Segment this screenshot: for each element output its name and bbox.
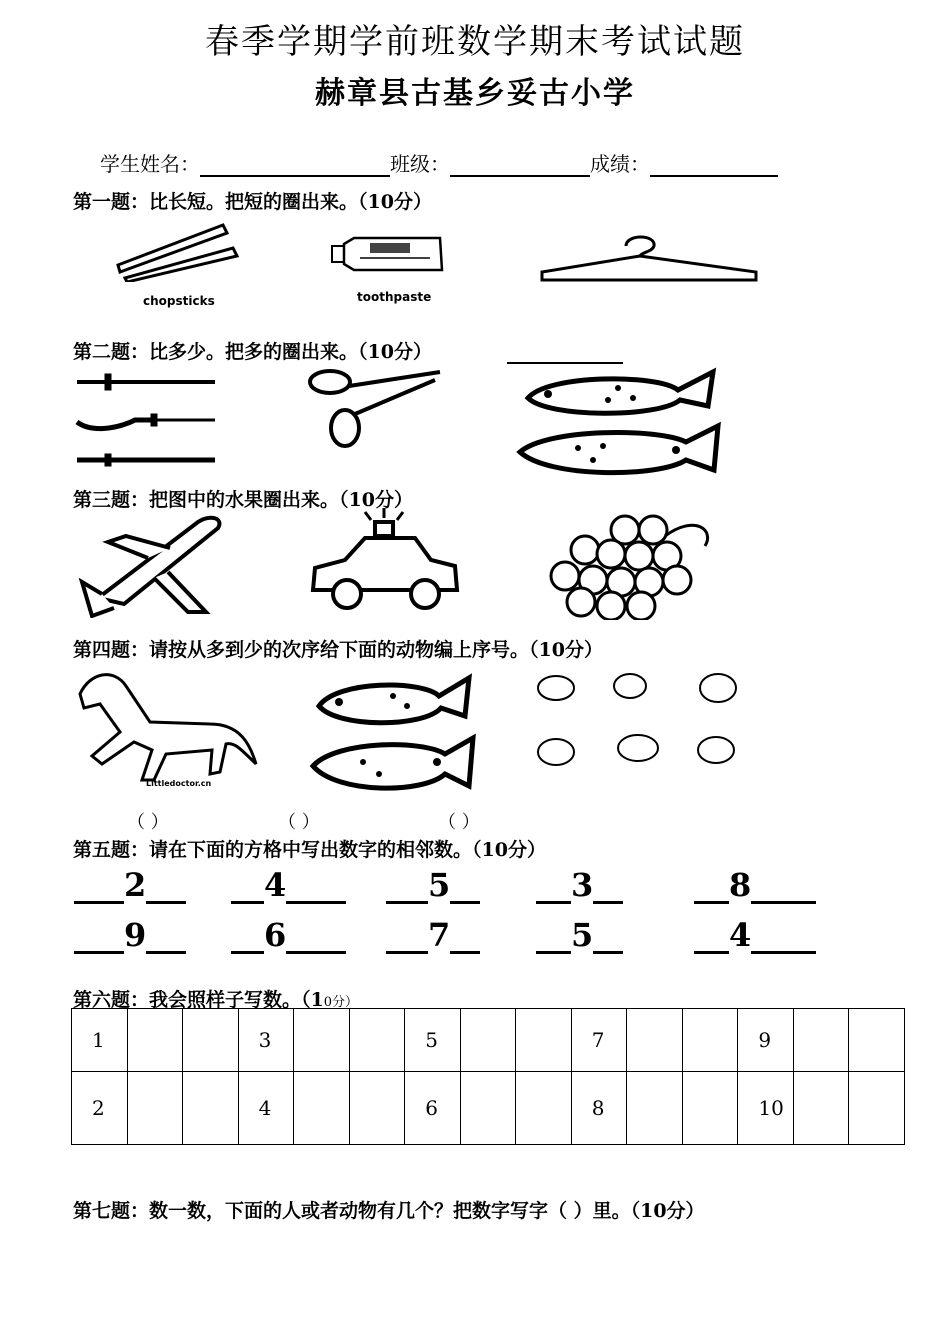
neighbor-item xyxy=(694,866,816,904)
table-cell[interactable] xyxy=(127,1009,183,1072)
name-field[interactable] xyxy=(200,153,390,177)
table-cell[interactable] xyxy=(516,1009,572,1072)
toothpaste-icon xyxy=(330,234,445,274)
table-row xyxy=(72,1072,905,1145)
table-cell[interactable] xyxy=(183,1009,239,1072)
table-cell[interactable] xyxy=(793,1072,849,1145)
neighbor-number: 9 xyxy=(124,916,147,954)
neighbor-number: 7 xyxy=(428,916,451,954)
neighbor-item xyxy=(694,916,816,954)
table-cell: 3 xyxy=(238,1009,294,1072)
score-field[interactable] xyxy=(650,153,778,177)
table-cell[interactable] xyxy=(682,1072,738,1145)
neighbor-item xyxy=(231,916,346,954)
neighbor-item xyxy=(386,916,480,954)
hanger-icon xyxy=(538,232,760,284)
neighbor-blank-after[interactable] xyxy=(751,921,816,954)
neighbor-blank-after[interactable] xyxy=(593,921,623,954)
question-6-tail: 0分） xyxy=(323,995,359,1010)
table-cell[interactable] xyxy=(627,1009,683,1072)
neighbor-blank-after[interactable] xyxy=(751,871,816,904)
table-cell[interactable] xyxy=(793,1009,849,1072)
table-row xyxy=(72,1009,905,1072)
neighbor-blank-before[interactable] xyxy=(536,871,571,904)
horse-icon xyxy=(70,664,260,794)
neighbor-blank-before[interactable] xyxy=(386,921,428,954)
neighbor-blank-before[interactable] xyxy=(74,921,124,954)
airplane-icon xyxy=(78,508,228,618)
exam-title: 春季学期学前班数学期末考试试题 xyxy=(205,22,745,62)
table-cell[interactable] xyxy=(183,1072,239,1145)
table-cell: 7 xyxy=(571,1009,627,1072)
table-cell: 8 xyxy=(571,1072,627,1145)
table-cell: 6 xyxy=(405,1072,461,1145)
table-cell[interactable] xyxy=(349,1072,405,1145)
table-cell[interactable] xyxy=(294,1009,350,1072)
table-cell[interactable] xyxy=(127,1072,183,1145)
neighbor-blank-after[interactable] xyxy=(450,921,480,954)
table-cell[interactable] xyxy=(460,1009,516,1072)
neighbor-blank-after[interactable] xyxy=(450,871,480,904)
neighbor-number: 2 xyxy=(124,866,147,904)
table-cell[interactable] xyxy=(460,1072,516,1145)
neighbor-item xyxy=(231,866,346,904)
table-cell[interactable] xyxy=(627,1072,683,1145)
table-cell: 1 xyxy=(72,1009,128,1072)
question-3: 第三题：把图中的水果圈出来。（10分） xyxy=(73,489,413,511)
scissors-icon xyxy=(305,366,445,448)
neighbor-number: 6 xyxy=(264,916,287,954)
watermark-1: Littledoctor.cn xyxy=(146,779,212,788)
neighbor-blank-after[interactable] xyxy=(593,871,623,904)
q2-underline xyxy=(507,362,623,364)
rank-paren-horse[interactable]: （ ） xyxy=(127,812,169,833)
neighbor-blank-before[interactable] xyxy=(386,871,428,904)
fish-pair-icon xyxy=(508,366,728,478)
table-cell: 2 xyxy=(72,1072,128,1145)
neighbor-number: 5 xyxy=(428,866,451,904)
neighbor-item xyxy=(536,916,623,954)
table-cell[interactable] xyxy=(294,1072,350,1145)
toothpaste-label: toothpaste xyxy=(357,290,432,304)
table-cell[interactable] xyxy=(682,1009,738,1072)
neighbor-number: 4 xyxy=(729,916,752,954)
car-icon xyxy=(305,508,465,618)
neighbor-blank-before[interactable] xyxy=(231,871,264,904)
neighbor-blank-before[interactable] xyxy=(694,871,729,904)
neighbor-number: 3 xyxy=(571,866,594,904)
question-2: 第二题：比多少。把多的圈出来。（10分） xyxy=(73,341,432,363)
class-field[interactable] xyxy=(450,153,590,177)
neighbor-number: 5 xyxy=(571,916,594,954)
number-writing-table xyxy=(71,1008,905,1145)
question-1: 第一题：比长短。把短的圈出来。（10分） xyxy=(73,191,432,213)
student-info-row xyxy=(100,148,778,177)
neighbor-item xyxy=(536,866,623,904)
chopsticks-label: chopsticks xyxy=(143,294,215,308)
neighbor-blank-before[interactable] xyxy=(694,921,729,954)
table-cell[interactable] xyxy=(849,1072,905,1145)
neighbor-blank-before[interactable] xyxy=(231,921,264,954)
neighbor-number: 8 xyxy=(729,866,752,904)
grapes-icon xyxy=(545,510,725,620)
neighbor-blank-before[interactable] xyxy=(536,921,571,954)
question-5: 第五题：请在下面的方格中写出数字的相邻数。（10分） xyxy=(73,839,546,861)
question-6-main: 第六题：我会照样子写数。（1 xyxy=(73,989,324,1011)
score-label: 成绩： xyxy=(590,152,650,176)
question-7: 第七题：数一数，下面的人或者动物有几个？把数字写字（ ）里。（10分） xyxy=(73,1200,705,1222)
small-animals-icon xyxy=(530,664,755,794)
neighbor-item xyxy=(386,866,480,904)
table-cell[interactable] xyxy=(349,1009,405,1072)
neighbor-item xyxy=(74,916,186,954)
school-name: 赫章县古基乡妥古小学 xyxy=(315,76,635,111)
neighbor-blank-after[interactable] xyxy=(286,921,346,954)
neighbor-number: 4 xyxy=(264,866,287,904)
swords-icon xyxy=(75,370,220,470)
table-cell: 10 xyxy=(738,1072,794,1145)
neighbor-blank-after[interactable] xyxy=(146,871,186,904)
table-cell[interactable] xyxy=(516,1072,572,1145)
neighbor-blank-after[interactable] xyxy=(286,871,346,904)
class-label: 班级： xyxy=(390,152,450,176)
chopsticks-icon xyxy=(115,220,245,282)
table-cell: 5 xyxy=(405,1009,461,1072)
table-cell[interactable] xyxy=(849,1009,905,1072)
neighbor-item xyxy=(74,866,186,904)
fish-pair-icon xyxy=(303,670,478,795)
table-cell: 9 xyxy=(738,1009,794,1072)
neighbor-blank-after[interactable] xyxy=(146,921,186,954)
neighbor-blank-before[interactable] xyxy=(74,871,124,904)
question-4: 第四题：请按从多到少的次序给下面的动物编上序号。（10分） xyxy=(73,639,603,661)
rank-paren-animals[interactable]: （ ） xyxy=(438,812,480,833)
rank-paren-fish[interactable]: （ ） xyxy=(278,812,320,833)
name-label: 学生姓名： xyxy=(100,152,200,176)
table-cell: 4 xyxy=(238,1072,294,1145)
